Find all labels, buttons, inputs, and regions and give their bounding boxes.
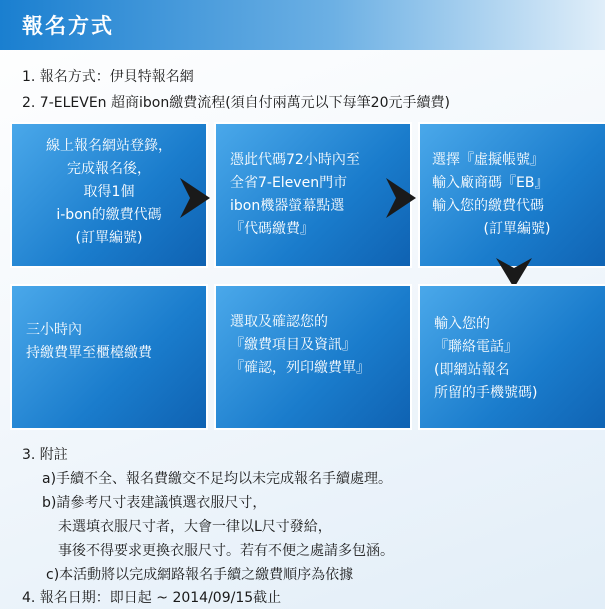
notes-heading: 3. 附註 xyxy=(22,447,68,463)
page-title: 報名方式 xyxy=(22,14,114,38)
flow-step-6 xyxy=(10,284,208,430)
flow-step-1-line-2: 完成報名後， xyxy=(67,161,151,177)
flow-step-1-line-3: 取得1個 xyxy=(83,184,135,200)
flow-step-2-line-1: 憑此代碼72小時內至 xyxy=(230,152,360,168)
flow-step-1-line-5: (訂單編號) xyxy=(75,230,143,246)
header-bar xyxy=(0,0,605,50)
arrow-right-1-icon xyxy=(176,176,212,220)
flow-step-1-line-1: 線上報名網站登錄， xyxy=(46,138,172,154)
flow-step-5-line-3: 『確認，列印繳費單』 xyxy=(230,360,370,376)
flow-step-3-line-2: 輸入廠商碼『EB』 xyxy=(432,175,549,191)
flow-step-3-line-1: 選擇『虛擬帳號』 xyxy=(432,152,544,168)
intro-line-2: 2. 7-ELEVEn 超商ibon繳費流程(須自付兩萬元以下每筆20元手續費) xyxy=(22,95,450,111)
flow-step-6-line-1: 三小時內 xyxy=(26,322,82,338)
registration-date: 4. 報名日期：即日起 ~ 2014/09/15截止 xyxy=(22,590,282,606)
note-line-b2: 未選填衣服尺寸者，大會一律以L尺寸發給， xyxy=(58,519,332,535)
flow-step-3-line-3: 輸入您的繳費代碼 xyxy=(432,198,544,214)
flow-step-4-line-3: (即網站報名 xyxy=(434,362,510,378)
intro-line-1: 1. 報名方式：伊貝特報名網 xyxy=(22,69,194,85)
flow-step-5-line-1: 選取及確認您的 xyxy=(230,314,328,330)
note-line-c: c)本活動將以完成網路報名手續之繳費順序為依據 xyxy=(46,567,354,583)
flow-step-6-line-2: 持繳費單至櫃檯繳費 xyxy=(26,345,152,361)
flow-step-5 xyxy=(214,284,412,430)
flow-step-3-line-4: (訂單編號) xyxy=(483,221,551,237)
note-line-a: a)手續不全、報名費繳交不足均以未完成報名手續處理。 xyxy=(42,471,393,487)
flow-step-1-line-4: i-bon的繳費代碼 xyxy=(56,207,162,223)
flow-step-2-line-4: 『代碼繳費』 xyxy=(230,221,314,237)
flow-step-4-line-1: 輸入您的 xyxy=(434,316,490,332)
flow-step-2-line-2: 全省7-Eleven門市 xyxy=(230,175,348,191)
flow-step-4-line-2: 『聯絡電話』 xyxy=(434,339,518,355)
flow-step-4 xyxy=(418,284,605,430)
arrow-right-2-icon xyxy=(382,176,418,220)
flow-step-5-line-2: 『繳費項目及資訊』 xyxy=(230,337,356,353)
flow-step-4-line-4: 所留的手機號碼) xyxy=(434,385,538,401)
flow-step-2-line-3: ibon機器螢幕點選 xyxy=(230,198,345,214)
flow-step-3 xyxy=(418,122,605,268)
note-line-b: b)請參考尺寸表建議慎選衣服尺寸， xyxy=(42,495,267,511)
note-line-b3: 事後不得要求更換衣服尺寸。若有不便之處請多包涵。 xyxy=(58,543,394,559)
